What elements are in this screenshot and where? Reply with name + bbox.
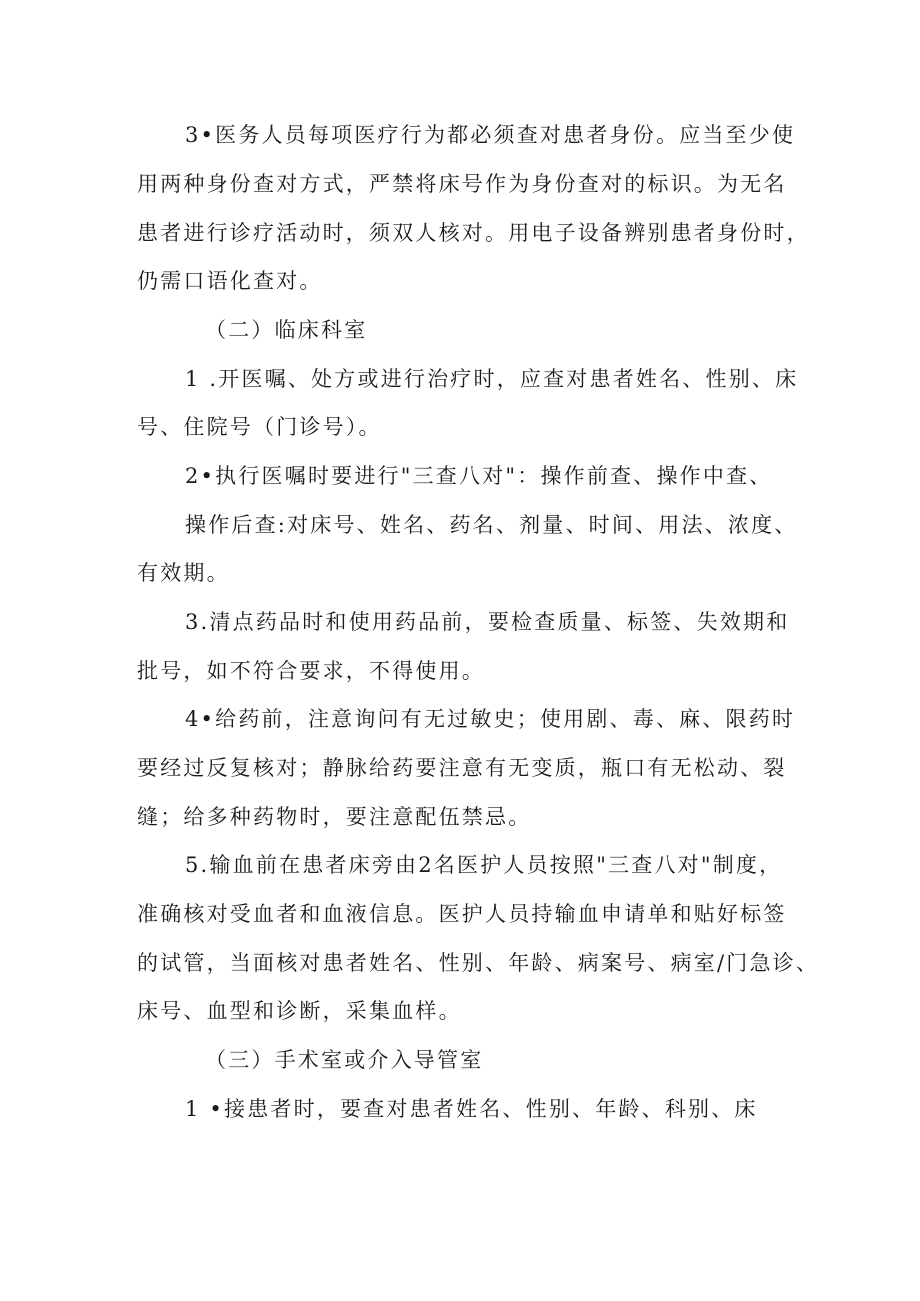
paragraph-line: 3•医务人员每项医疗行为都必须查对患者身份。应当至少使 bbox=[185, 123, 796, 147]
paragraph-line: 4•给药前，注意询问有无过敏史；使用剧、毒、麻、限药时 bbox=[185, 707, 796, 731]
section-heading: （三）手术室或介入导管室 bbox=[205, 1048, 484, 1072]
paragraph-line: 5.输血前在患者床旁由2名医护人员按照"三查八对"制度， bbox=[185, 853, 783, 877]
paragraph-line: 仍需口语化查对。 bbox=[137, 269, 323, 293]
paragraph-line: 床号、血型和诊断，采集血样。 bbox=[137, 999, 462, 1023]
paragraph-line: 有效期。 bbox=[137, 561, 230, 585]
paragraph-line: 缝；给多种药物时，要注意配伍禁忌。 bbox=[137, 805, 532, 829]
paragraph-line: 1 .开医嘱、处方或进行治疗时，应查对患者姓名、性别、床 bbox=[185, 367, 799, 391]
paragraph-line: 1 •接患者时，要查对患者姓名、性别、年龄、科别、床 bbox=[185, 1097, 758, 1121]
paragraph-line: 3.清点药品时和使用药品前，要检查质量、标签、失效期和 bbox=[185, 610, 790, 634]
paragraph-line: 患者进行诊疗活动时，须双人核对。用电子设备辨别患者身份时， bbox=[137, 221, 810, 245]
paragraph-line: 要经过反复核对；静脉给药要注意有无变质，瓶口有无松动、裂 bbox=[137, 756, 787, 780]
paragraph-line: 的试管，当面核对患者姓名、性别、年龄、病案号、病室/门急诊、 bbox=[137, 951, 820, 975]
paragraph-line: 准确核对受血者和血液信息。医护人员持输血申请单和贴好标签 bbox=[137, 902, 787, 926]
paragraph-line: 批号，如不符合要求，不得使用。 bbox=[137, 659, 485, 683]
section-heading: （二）临床科室 bbox=[205, 318, 368, 342]
paragraph-line: 号、住院号（门诊号）。 bbox=[137, 415, 382, 439]
paragraph-line: 操作后查:对床号、姓名、药名、剂量、时间、用法、浓度、 bbox=[185, 513, 798, 537]
paragraph-line: 用两种身份查对方式，严禁将床号作为身份查对的标识。为无名 bbox=[137, 172, 787, 196]
paragraph-line: 2•执行医嘱时要进行"三查八对"：操作前查、操作中查、 bbox=[185, 464, 773, 488]
